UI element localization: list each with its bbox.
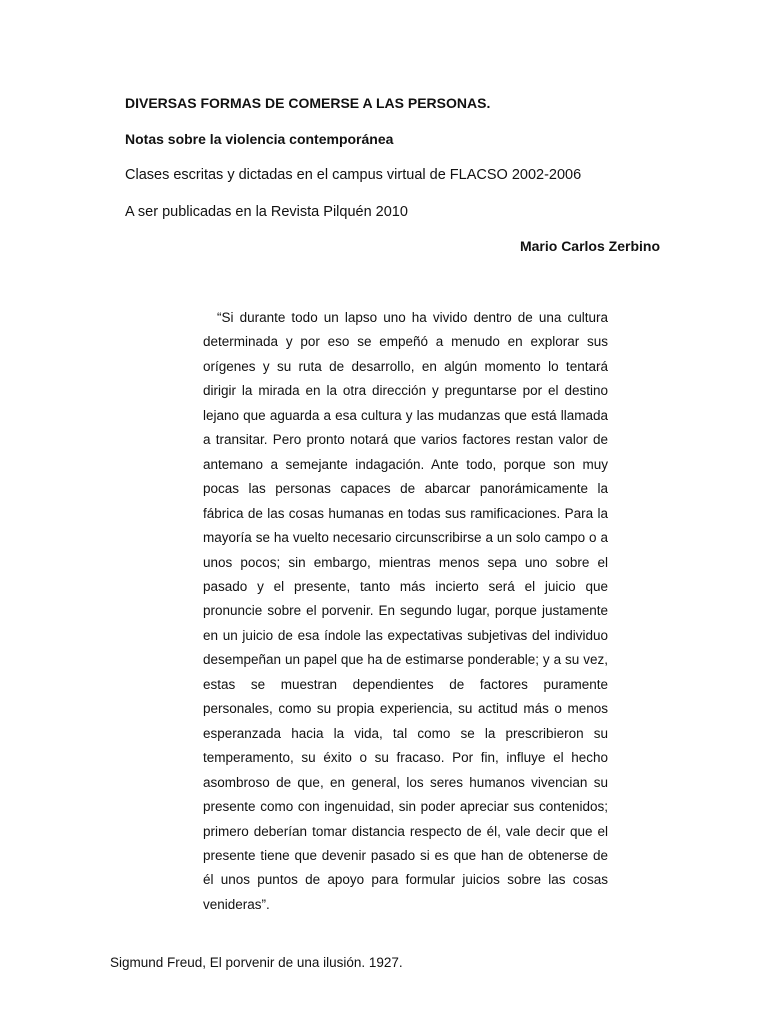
document-title: DIVERSAS FORMAS DE COMERSE A LAS PERSONAS. [125,95,491,111]
document-subtitle: Notas sobre la violencia contemporánea [125,131,394,147]
epigraph-quote: “Si durante todo un lapso uno ha vivido dentro de una cultura determinada y por eso se empeñó a menudo en explorar sus orígenes y su ruta de desarrollo, en algún momento lo tentará dirigir la mirada en la otra dirección y preguntarse por el destino lejano que aguarda a esa cultura y las mudanzas que está llamada a transitar. Pero pronto notará que varios factores restan valor de antemano a semejante indagación. Ante todo, porque son muy pocas las personas capaces de abarcar panorámicamente la fábrica de las cosas humanas en todas sus ramificaciones. Para la mayoría se ha vuelto necesario circunscribirse a un solo campo o a unos pocos; sin embargo, mientras menos sepa uno sobre el pasado y el presente, tanto más incierto será el juicio que pronuncie sobre el porvenir. En segundo lugar, porque justamente en un juicio de esa índole las expectativas subjetivas del individuo desempeñan un papel que ha de estimarse ponderable; y a su vez, estas se muestran dependientes de factores puramente personales, como su propia experiencia, su actitud más o menos esperanzada hacia la vida, tal como se la prescribieron su temperamento, su éxito o su fracaso. Por fin, influye el hecho asombroso de que, en general, los seres humanos vivencian su presente como con ingenuidad, sin poder apreciar sus contenidos; primero deberían tomar distancia respecto de él, vale decir que el presente tiene que devenir pasado si es que han de obtenerse de él unos puntos de apoyo para formular juicios sobre las cosas venideras”. [203,310,608,912]
course-info-line: Clases escritas y dictadas en el campus virtual de FLACSO 2002-2006 [125,167,582,183]
author-name: Mario Carlos Zerbino [519,238,660,254]
quote-citation: Sigmund Freud, El porvenir de una ilusión. 1927. [110,955,403,970]
publication-info-line: A ser publicadas en la Revista Pilquén 2010 [125,204,408,220]
